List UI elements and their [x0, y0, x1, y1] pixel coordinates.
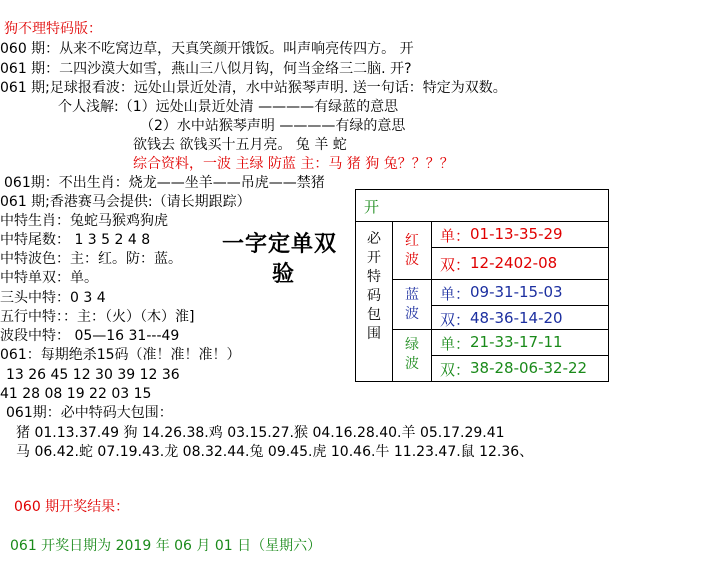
- odd-even-line: 中特单双：单。: [0, 270, 98, 286]
- not-born-line: 061期：不出生肖：烧龙——坐羊——吊虎——禁猪: [4, 175, 325, 191]
- kill-numbers-2: 41 28 08 19 22 03 15: [0, 386, 152, 402]
- kill-numbers-1: 13 26 45 12 30 39 12 36: [6, 367, 180, 383]
- table-open-label: 开: [364, 198, 380, 216]
- red-even-numbers: 12-2402-08: [470, 254, 558, 272]
- red-even-label: 双：: [440, 256, 471, 274]
- table-open-row: [355, 189, 609, 222]
- segment-line: 波段中特： 05—16 31---49: [0, 328, 180, 344]
- package-title: 061期：必中特码大包围：: [6, 405, 173, 421]
- summary-line: 综合资料，一波 主绿 防蓝 主：马 猪 狗 兔？？？？: [133, 156, 454, 172]
- green-even-row: [431, 355, 609, 382]
- green-odd-label: 单：: [440, 335, 471, 353]
- wave-line: 中特波色：主：红。防：蓝。: [0, 251, 182, 267]
- red-odd-numbers: 01-13-35-29: [470, 225, 563, 243]
- red-even-row: [431, 247, 609, 280]
- green-odd-numbers: 21-33-17-11: [470, 333, 563, 351]
- red-odd-row: [431, 221, 609, 248]
- draw-date: 061 开奖日期为 2019 年 06 月 01 日（星期六）: [10, 538, 322, 554]
- green-wave-cell: [392, 329, 432, 382]
- table-side-cell: [355, 221, 393, 382]
- zodiac-line: 中特生肖：兔蛇马猴鸡狗虎: [0, 213, 168, 229]
- hk-line: 061 期;香港赛马会提供:（请长期跟踪）: [0, 194, 251, 210]
- number-table: [355, 189, 609, 382]
- table-side-label: 必开特码包围: [367, 231, 381, 342]
- result-title: 060 期开奖结果：: [14, 499, 130, 515]
- blue-odd-numbers: 09-31-15-03: [470, 283, 563, 301]
- explain-2: （2）水中站猴琴声明 ————有绿的意思: [140, 118, 406, 134]
- big-heading: 一字定单双: [222, 232, 338, 257]
- blue-even-label: 双：: [440, 311, 471, 329]
- green-even-label: 双：: [440, 361, 471, 379]
- head3-line: 三头中特：0 3 4: [0, 290, 106, 306]
- riddle-061-a: 061 期：二四沙漠大如雪，燕山三八似月钩，何当金络三二脑. 开?: [0, 61, 412, 77]
- tail-line: 中特尾数： 1 3 5 2 4 8: [0, 232, 151, 248]
- want-line: 欲钱去 欲钱买十五月亮。 兔 羊 蛇: [133, 137, 347, 153]
- kill-line: 061：每期绝杀15码（准！准！准！）: [0, 347, 241, 363]
- blue-even-row: [431, 305, 609, 330]
- blue-even-numbers: 48-36-14-20: [470, 309, 563, 327]
- green-odd-row: [431, 329, 609, 356]
- red-odd-label: 单：: [440, 227, 471, 245]
- blue-odd-label: 单：: [440, 285, 471, 303]
- package-row-2: 马 06.42.蛇 07.19.43.龙 08.32.44.兔 09.45.虎 10.46.牛 11.23.47.鼠 12.36、: [16, 444, 534, 460]
- riddle-060: 060 期：从来不吃窝边草，天真笑颜开饿饭。叫声响亮传四方。 开: [0, 41, 414, 57]
- green-even-numbers: 38-28-06-32-22: [470, 359, 588, 377]
- red-wave-cell: [392, 221, 432, 280]
- page-title: 狗不理特码版：: [4, 21, 102, 37]
- explain-1: 个人浅解:（1）远处山景近处清 ————有绿蓝的意思: [58, 99, 399, 115]
- big-heading-2: 验: [272, 262, 296, 287]
- package-row-1: 猪 01.13.37.49 狗 14.26.38.鸡 03.15.27.猴 04.16.28.40.羊 05.17.29.41: [16, 425, 505, 441]
- riddle-061-b: 061 期;足球报看波：远处山景近处清，水中站猴琴声明. 送一句话：特定为双数。: [0, 80, 507, 96]
- five-elements-line: 五行中特：：主：（火）（木）淮]: [0, 309, 195, 325]
- green-wave-label: 绿波: [405, 337, 419, 372]
- blue-wave-cell: [392, 279, 432, 330]
- blue-wave-label: 蓝波: [405, 287, 419, 322]
- blue-odd-row: [431, 279, 609, 306]
- red-wave-label: 红波: [405, 233, 419, 268]
